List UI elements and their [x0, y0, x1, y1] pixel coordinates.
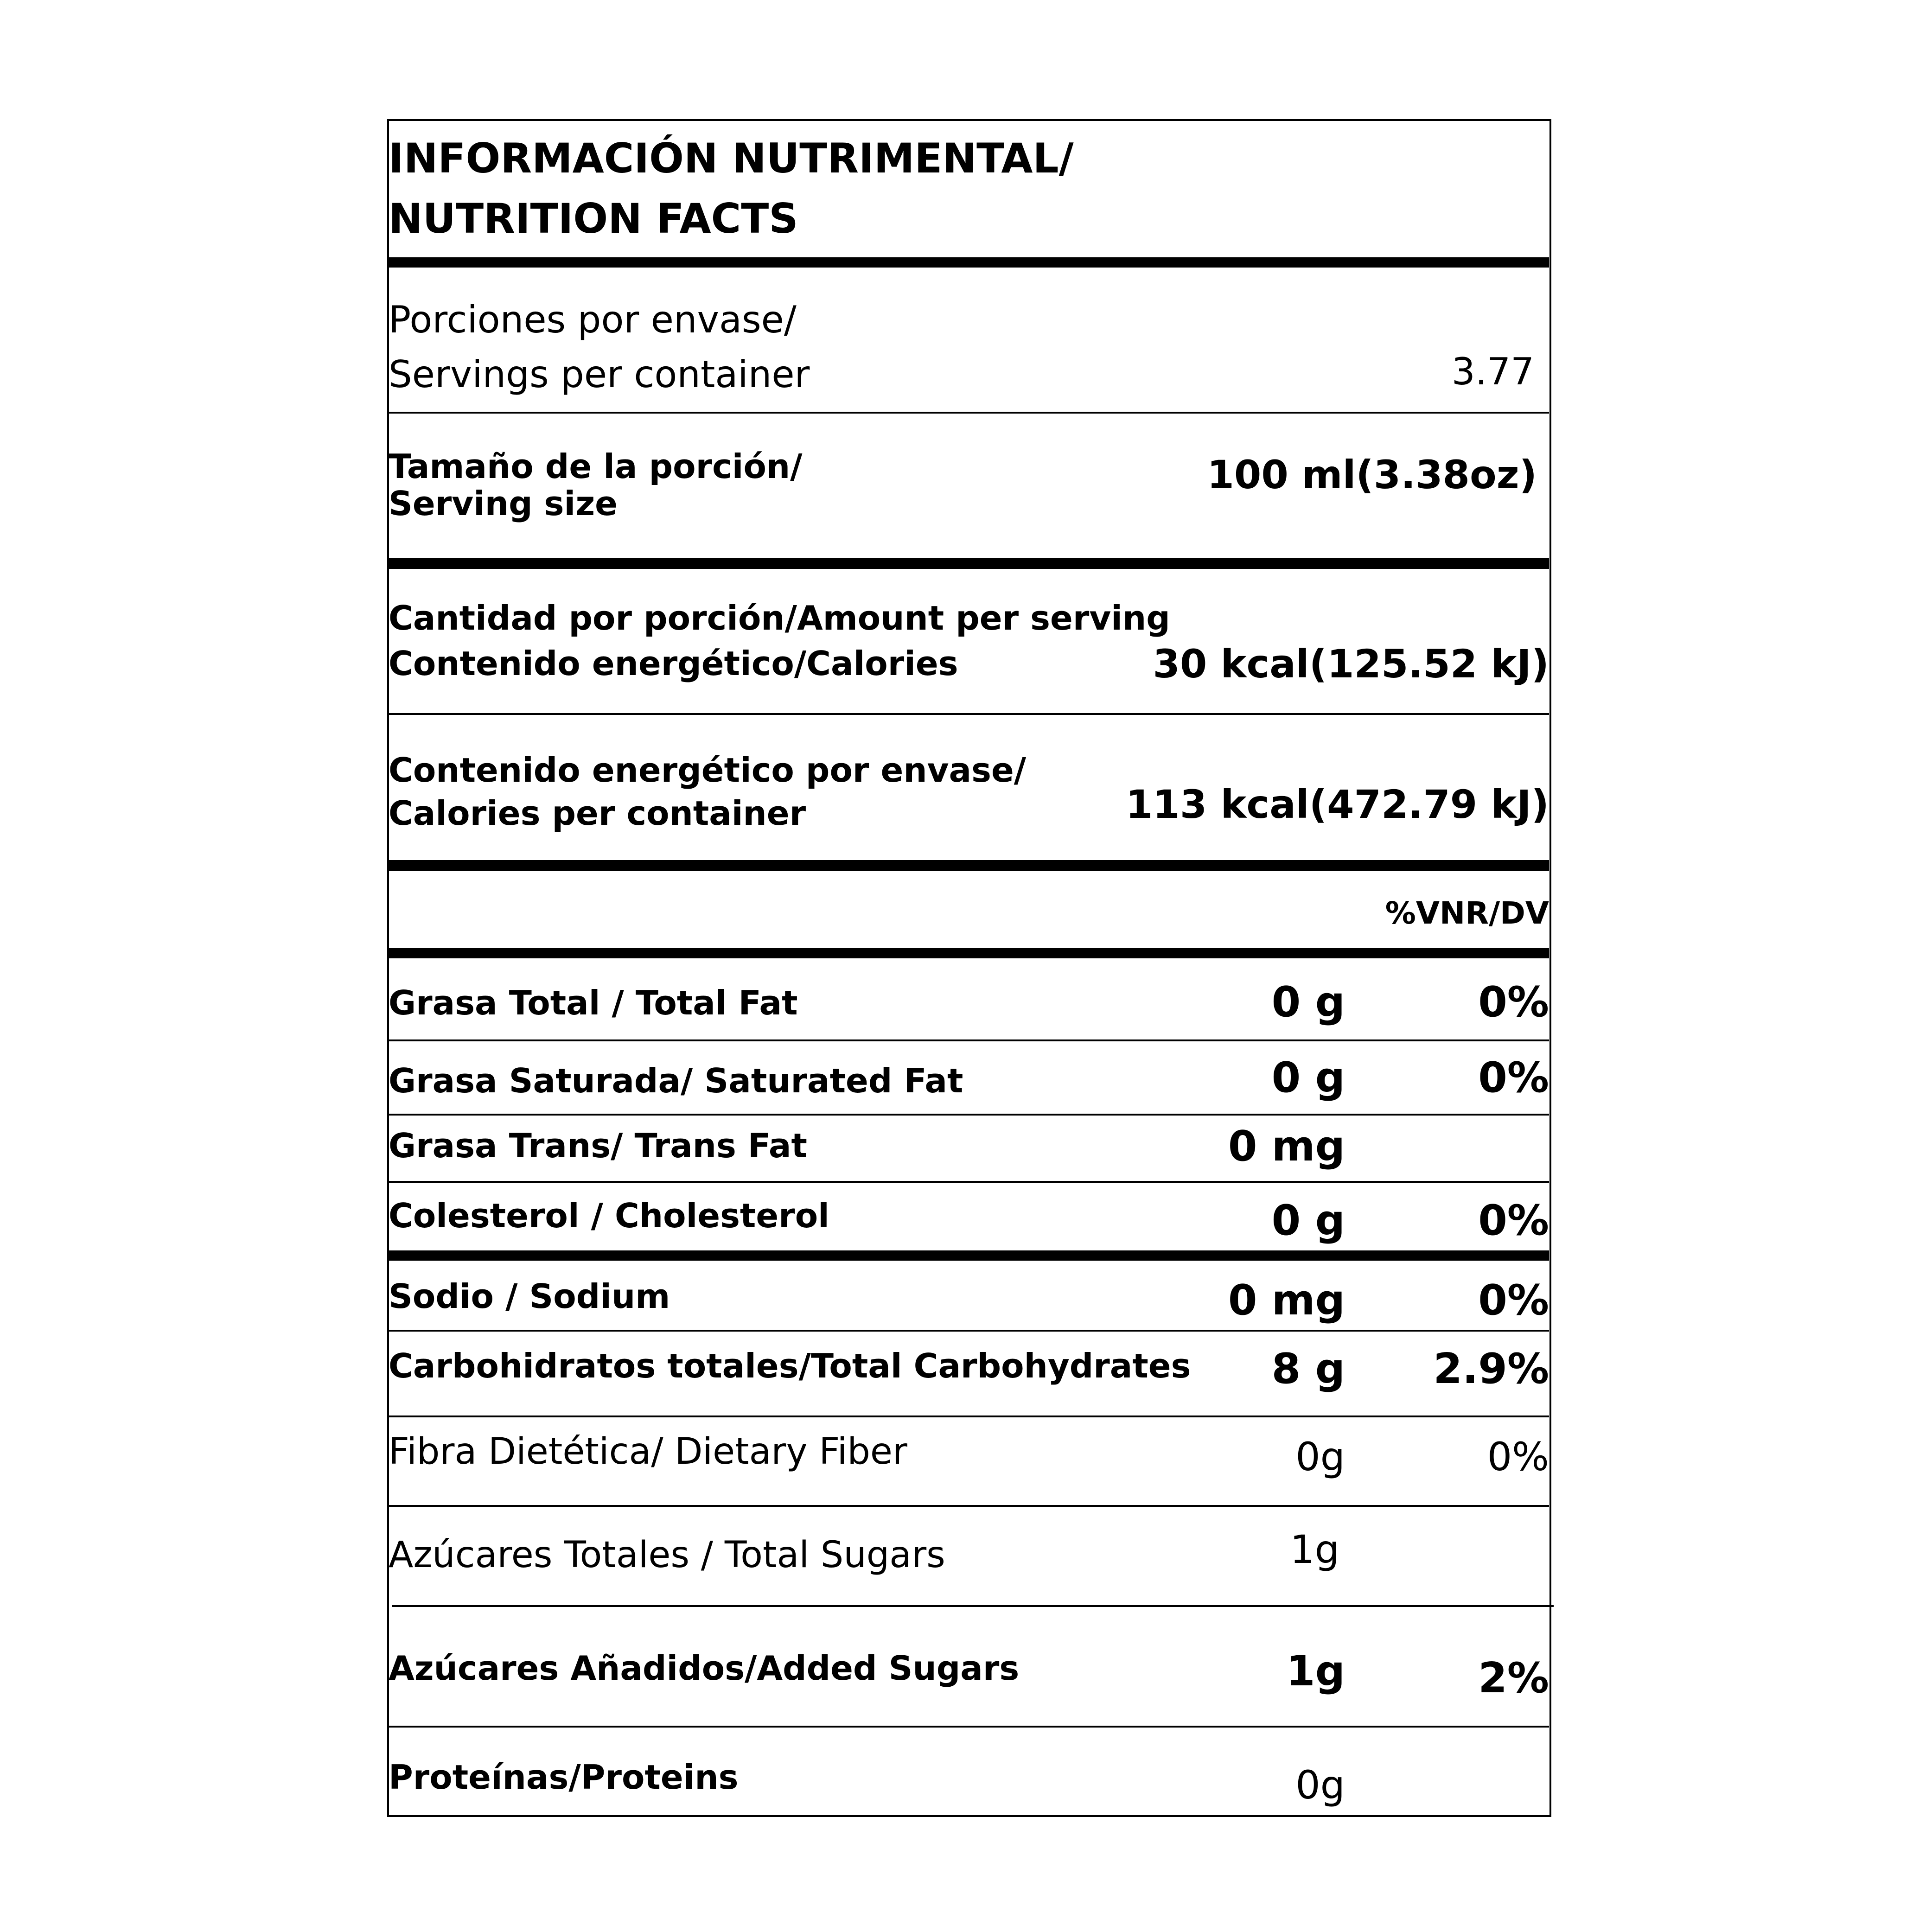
divider-servings: [387, 412, 1549, 414]
divider-row: [387, 1505, 1549, 1507]
daily-value-header: %VNR/DV: [1385, 895, 1549, 931]
nutrient-dv-total-carbohydrates: 2.9%: [1433, 1345, 1549, 1393]
nutrient-amount-proteins: 0g: [1295, 1762, 1345, 1808]
amount-per-serving-label: Cantidad por porción/Amount per serving: [389, 599, 1170, 638]
nutrient-dv-sodium: 0%: [1478, 1276, 1549, 1325]
divider-row: [392, 1605, 1554, 1607]
servings-label-es: Porciones por envase/: [389, 298, 797, 341]
nutrient-label-total-sugars: Azúcares Totales / Total Sugars: [389, 1534, 945, 1576]
nutrient-label-proteins: Proteínas/Proteins: [389, 1758, 739, 1797]
nutrient-dv-saturated-fat: 0%: [1478, 1053, 1549, 1102]
thick-divider-serving-size: [387, 558, 1549, 569]
nutrient-amount-total-sugars: 1g: [1290, 1527, 1339, 1572]
nutrient-amount-sodium: 0 mg: [1228, 1276, 1345, 1325]
servings-label-en: Servings per container: [389, 353, 810, 396]
nutrient-amount-total-carbohydrates: 8 g: [1271, 1345, 1345, 1393]
nutrient-label-total-carbohydrates: Carbohidratos totales/Total Carbohydrates: [389, 1346, 1191, 1385]
nutrient-dv-dietary-fiber: 0%: [1487, 1434, 1549, 1479]
nutrient-label-total-fat: Grasa Total / Total Fat: [389, 983, 798, 1022]
label-title-en: NUTRITION FACTS: [389, 195, 798, 242]
nutrient-amount-total-fat: 0 g: [1271, 978, 1345, 1027]
divider-row: [387, 1114, 1549, 1116]
nutrient-dv-total-fat: 0%: [1478, 978, 1549, 1027]
nutrient-label-saturated-fat: Grasa Saturada/ Saturated Fat: [389, 1061, 963, 1100]
calories-per-container-label-es: Contenido energético por envase/: [389, 751, 1027, 790]
nutrient-amount-cholesterol: 0 g: [1271, 1196, 1345, 1245]
nutrient-label-cholesterol: Colesterol / Cholesterol: [389, 1196, 829, 1235]
thick-divider-calories-container: [387, 860, 1549, 871]
nutrient-label-trans-fat: Grasa Trans/ Trans Fat: [389, 1126, 807, 1165]
label-title-es: INFORMACIÓN NUTRIMENTAL/: [389, 134, 1074, 182]
calories-label: Contenido energético/Calories: [389, 644, 958, 683]
divider-row: [387, 1181, 1549, 1183]
calories-per-serving-value: 30 kcal(125.52 kJ): [1153, 641, 1549, 687]
thick-divider-dv-header: [387, 948, 1549, 958]
divider-row: [387, 1330, 1549, 1332]
nutrient-amount-dietary-fiber: 0g: [1295, 1434, 1345, 1479]
nutrient-amount-saturated-fat: 0 g: [1271, 1053, 1345, 1102]
thick-divider-cholesterol: [387, 1250, 1549, 1261]
thick-divider-title: [387, 257, 1549, 268]
nutrient-label-sodium: Sodio / Sodium: [389, 1277, 670, 1316]
nutrient-dv-added-sugars: 2%: [1478, 1654, 1549, 1702]
nutrient-amount-added-sugars: 1g: [1286, 1647, 1345, 1696]
divider-calories: [387, 713, 1549, 715]
nutrient-label-dietary-fiber: Fibra Dietética/ Dietary Fiber: [389, 1431, 907, 1473]
calories-per-container-label-en: Calories per container: [389, 794, 806, 833]
serving-size-label-en: Serving size: [389, 484, 618, 523]
serving-size-value: 100 ml(3.38oz): [1207, 452, 1537, 497]
nutrient-label-added-sugars: Azúcares Añadidos/Added Sugars: [389, 1649, 1020, 1688]
nutrient-amount-trans-fat: 0 mg: [1228, 1122, 1345, 1171]
calories-per-container-value: 113 kcal(472.79 kJ): [1125, 782, 1549, 827]
nutrient-dv-cholesterol: 0%: [1478, 1196, 1549, 1245]
divider-row: [387, 1726, 1549, 1728]
divider-row: [387, 1416, 1549, 1417]
serving-size-label-es: Tamaño de la porción/: [389, 447, 803, 486]
divider-row: [387, 1039, 1549, 1041]
servings-value: 3.77: [1451, 350, 1534, 393]
